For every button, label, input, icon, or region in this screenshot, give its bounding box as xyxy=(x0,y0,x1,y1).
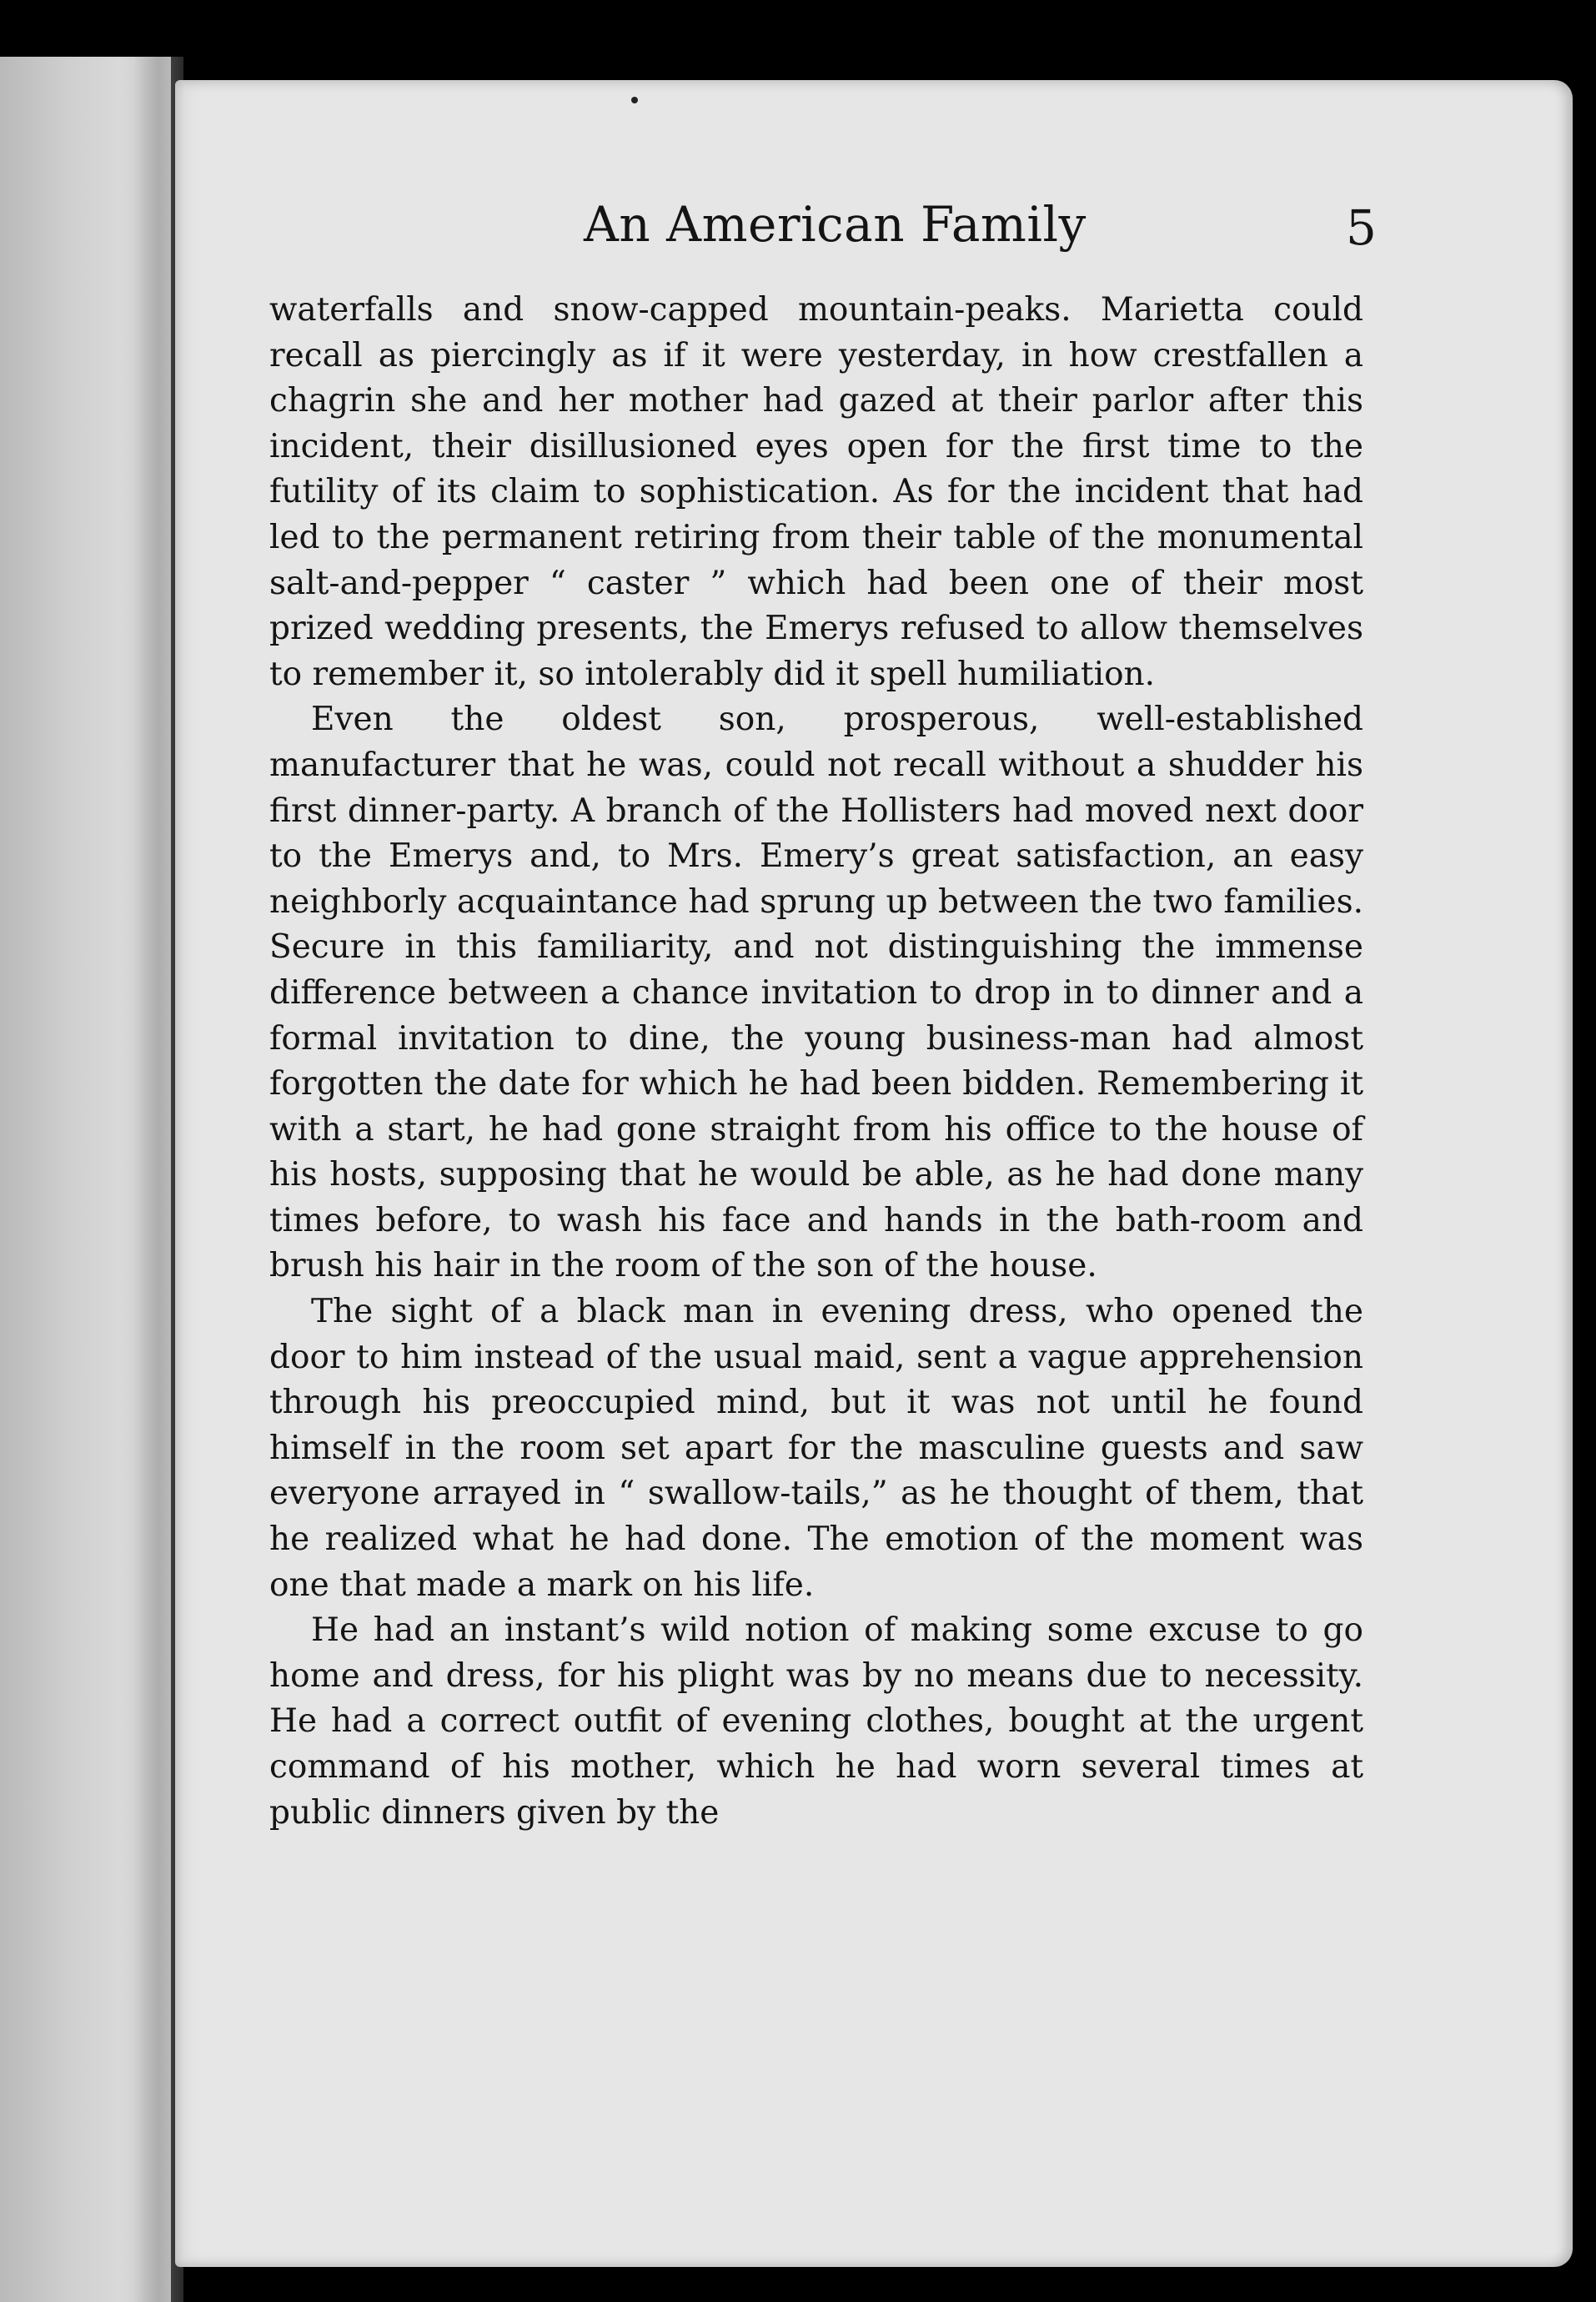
page-number: 5 xyxy=(1346,199,1377,256)
binding-gutter xyxy=(133,57,183,2302)
paragraph: waterfalls and snow-capped mountain-peaks. Marietta could recall as piercingly as if it were yesterday, in how crestfallen a chagrin she and her mother had gazed at their parlor after this incident, their disillusioned eyes open for the first time to the futility of its claim to sophistication. As for the incident that had led to the permanent retiring from their table of the monumental salt-and-pepper “ caster ” which had been one of their most prized wedding presents, the Emerys refused to allow themselves to remember it, so intolerably did it spell humiliation. xyxy=(269,291,1363,693)
paragraph: The sight of a black man in evening dress, who opened the door to him instead of the usual maid, sent a vague apprehension through his preoccupied mind, but it was not until he found himself in the room set apart for the masculine guests and saw everyone arrayed in “ swallow-tails,” as he thought of them, that he realized what he had done. The emotion of the moment was one that made a mark on his life. xyxy=(269,1293,1363,1604)
paragraph: Even the oldest son, prosperous, well-established manufacturer that he was, could not recall without a shudder his first dinner-party. A branch of the Hollisters had moved next door to the Emerys and, to Mrs. Emery’s great satisfaction, an easy neighborly acquaintance had sprung up between the two families. Secure in this familiarity, and not distinguishing the immense difference between a chance invitation to drop in to dinner and a formal invitation to dine, the young business-man had almost forgotten the date for which he had been bidden. Remembering it with a start, he had gone straight from his office to the house of his hosts, supposing that he would be able, as he had done many times before, to wash his face and hands in the bath-room and brush his hair in the room of the son of the house. xyxy=(269,701,1363,1285)
running-head: An American Family xyxy=(584,196,1087,253)
paragraph: He had an instant’s wild notion of making some excuse to go home and dress, for his plight was by no means due to necessity. He had a correct outfit of evening clothes, bought at the urgent command of his mother, which he had worn several times at public dinners given by the xyxy=(269,1611,1363,1832)
ink-speck xyxy=(631,97,638,103)
page-header xyxy=(0,113,1596,256)
body-text xyxy=(269,288,1363,1836)
